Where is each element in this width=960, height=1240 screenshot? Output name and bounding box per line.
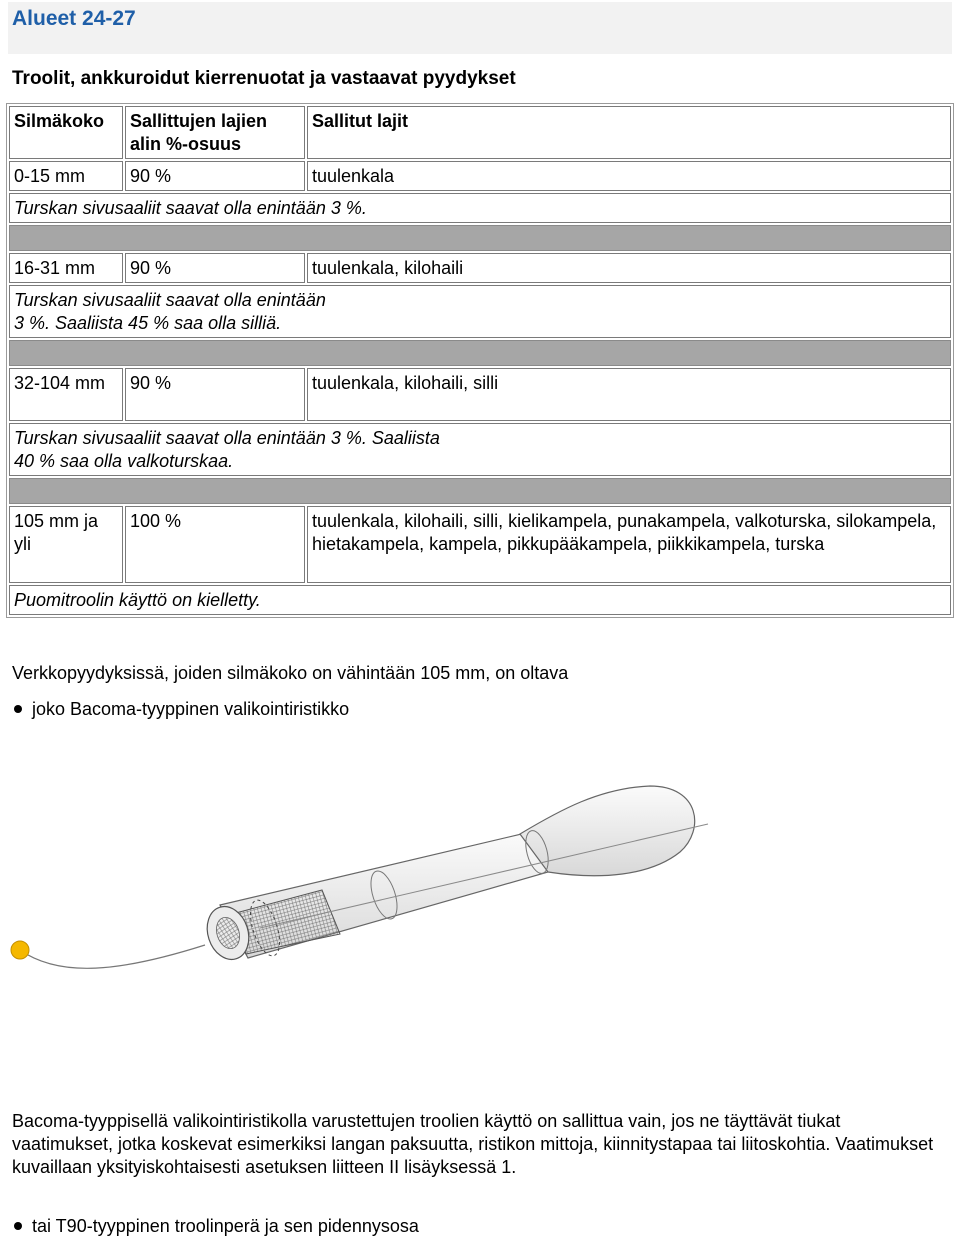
- paragraph-bacoma-details: Bacoma-tyyppisellä valikointiristikolla varustettujen troolien käyttö on sallittua vain, jos ne täyttävät tiukat vaatimukset, jotka koskevat esimerkiksi langan paksuutta, ristikon mittoja, kiinnitystapaa tai liitoskohtia. Vaatimukset kuvaillaan yksityiskohtaisesti asetuksen liitteen II lisäyksessä 1.: [12, 1111, 934, 1177]
- note-row: [9, 423, 951, 476]
- pct-cell: 100 %: [125, 506, 305, 583]
- separator-row: [9, 478, 951, 504]
- mesh-cell: 105 mm ja yli: [9, 506, 123, 583]
- header-mesh-size: Silmäkoko: [9, 106, 123, 159]
- note-cell: Turskan sivusaaliit saavat olla enintään 3 %.: [9, 193, 951, 223]
- bullet-bacoma: [12, 698, 349, 721]
- header-min-percentage: Sallittujen lajien alin %-osuus: [125, 106, 305, 159]
- trawl-axis-line: [260, 824, 708, 928]
- species-cell: tuulenkala, kilohaili: [307, 253, 951, 283]
- note-row: [9, 285, 951, 338]
- header-allowed-species: Sallitut lajit: [307, 106, 951, 159]
- species-cell: tuulenkala: [307, 161, 951, 191]
- separator-cell: [9, 225, 951, 251]
- bullet-dot-icon: [14, 1222, 22, 1230]
- pct-cell: 90 %: [125, 161, 305, 191]
- table-row: [9, 253, 951, 283]
- table-row: [9, 161, 951, 191]
- note-cell: Turskan sivusaaliit saavat olla enintään 3 %. Saaliista 40 % saa olla valkoturskaa.: [9, 423, 951, 476]
- species-cell: tuulenkala, kilohaili, silli, kielikampela, punakampela, valkoturska, silokampela, hietakampela, kampela, pikkupääkampela, piikkikampela, turska: [307, 506, 951, 583]
- separator-row: [9, 340, 951, 366]
- note-cell: Turskan sivusaaliit saavat olla enintään 3 %. Saaliista 45 % saa olla silliä.: [9, 285, 951, 338]
- float-buoy-icon: [11, 941, 29, 959]
- section-title: Troolit, ankkuroidut kierrenuotat ja vastaavat pyydykset: [12, 68, 516, 89]
- table-row: [9, 368, 951, 421]
- bacoma-trawl-figure: [0, 740, 760, 1020]
- mesh-cell: 32-104 mm: [9, 368, 123, 421]
- page-title: Alueet 24-27: [12, 7, 136, 30]
- bullet-bacoma-text: joko Bacoma-tyyppinen valikointiristikko: [32, 699, 350, 719]
- bullet-dot-icon: [14, 705, 22, 713]
- separator-row: [9, 225, 951, 251]
- pct-cell: 90 %: [125, 368, 305, 421]
- paragraph-requirement: Verkkopyydyksissä, joiden silmäkoko on vähintään 105 mm, on oltava: [12, 663, 569, 683]
- table-row: [9, 506, 951, 583]
- separator-cell: [9, 340, 951, 366]
- note-cell: Puomitroolin käyttö on kielletty.: [9, 585, 951, 615]
- bullet-t90-text: tai T90-tyyppinen troolinperä ja sen pidennysosa: [32, 1216, 419, 1236]
- mesh-cell: 16-31 mm: [9, 253, 123, 283]
- note-row: [9, 585, 951, 615]
- pct-cell: 90 %: [125, 253, 305, 283]
- mesh-cell: 0-15 mm: [9, 161, 123, 191]
- regulation-table: [6, 103, 954, 618]
- table-header-row: [9, 106, 951, 159]
- note-row: [9, 193, 951, 223]
- header-banner: [8, 2, 952, 54]
- towline: [20, 945, 205, 968]
- separator-cell: [9, 478, 951, 504]
- trawl-extension-funnel: [520, 786, 695, 876]
- species-cell: tuulenkala, kilohaili, silli: [307, 368, 951, 421]
- bullet-t90: [12, 1215, 419, 1238]
